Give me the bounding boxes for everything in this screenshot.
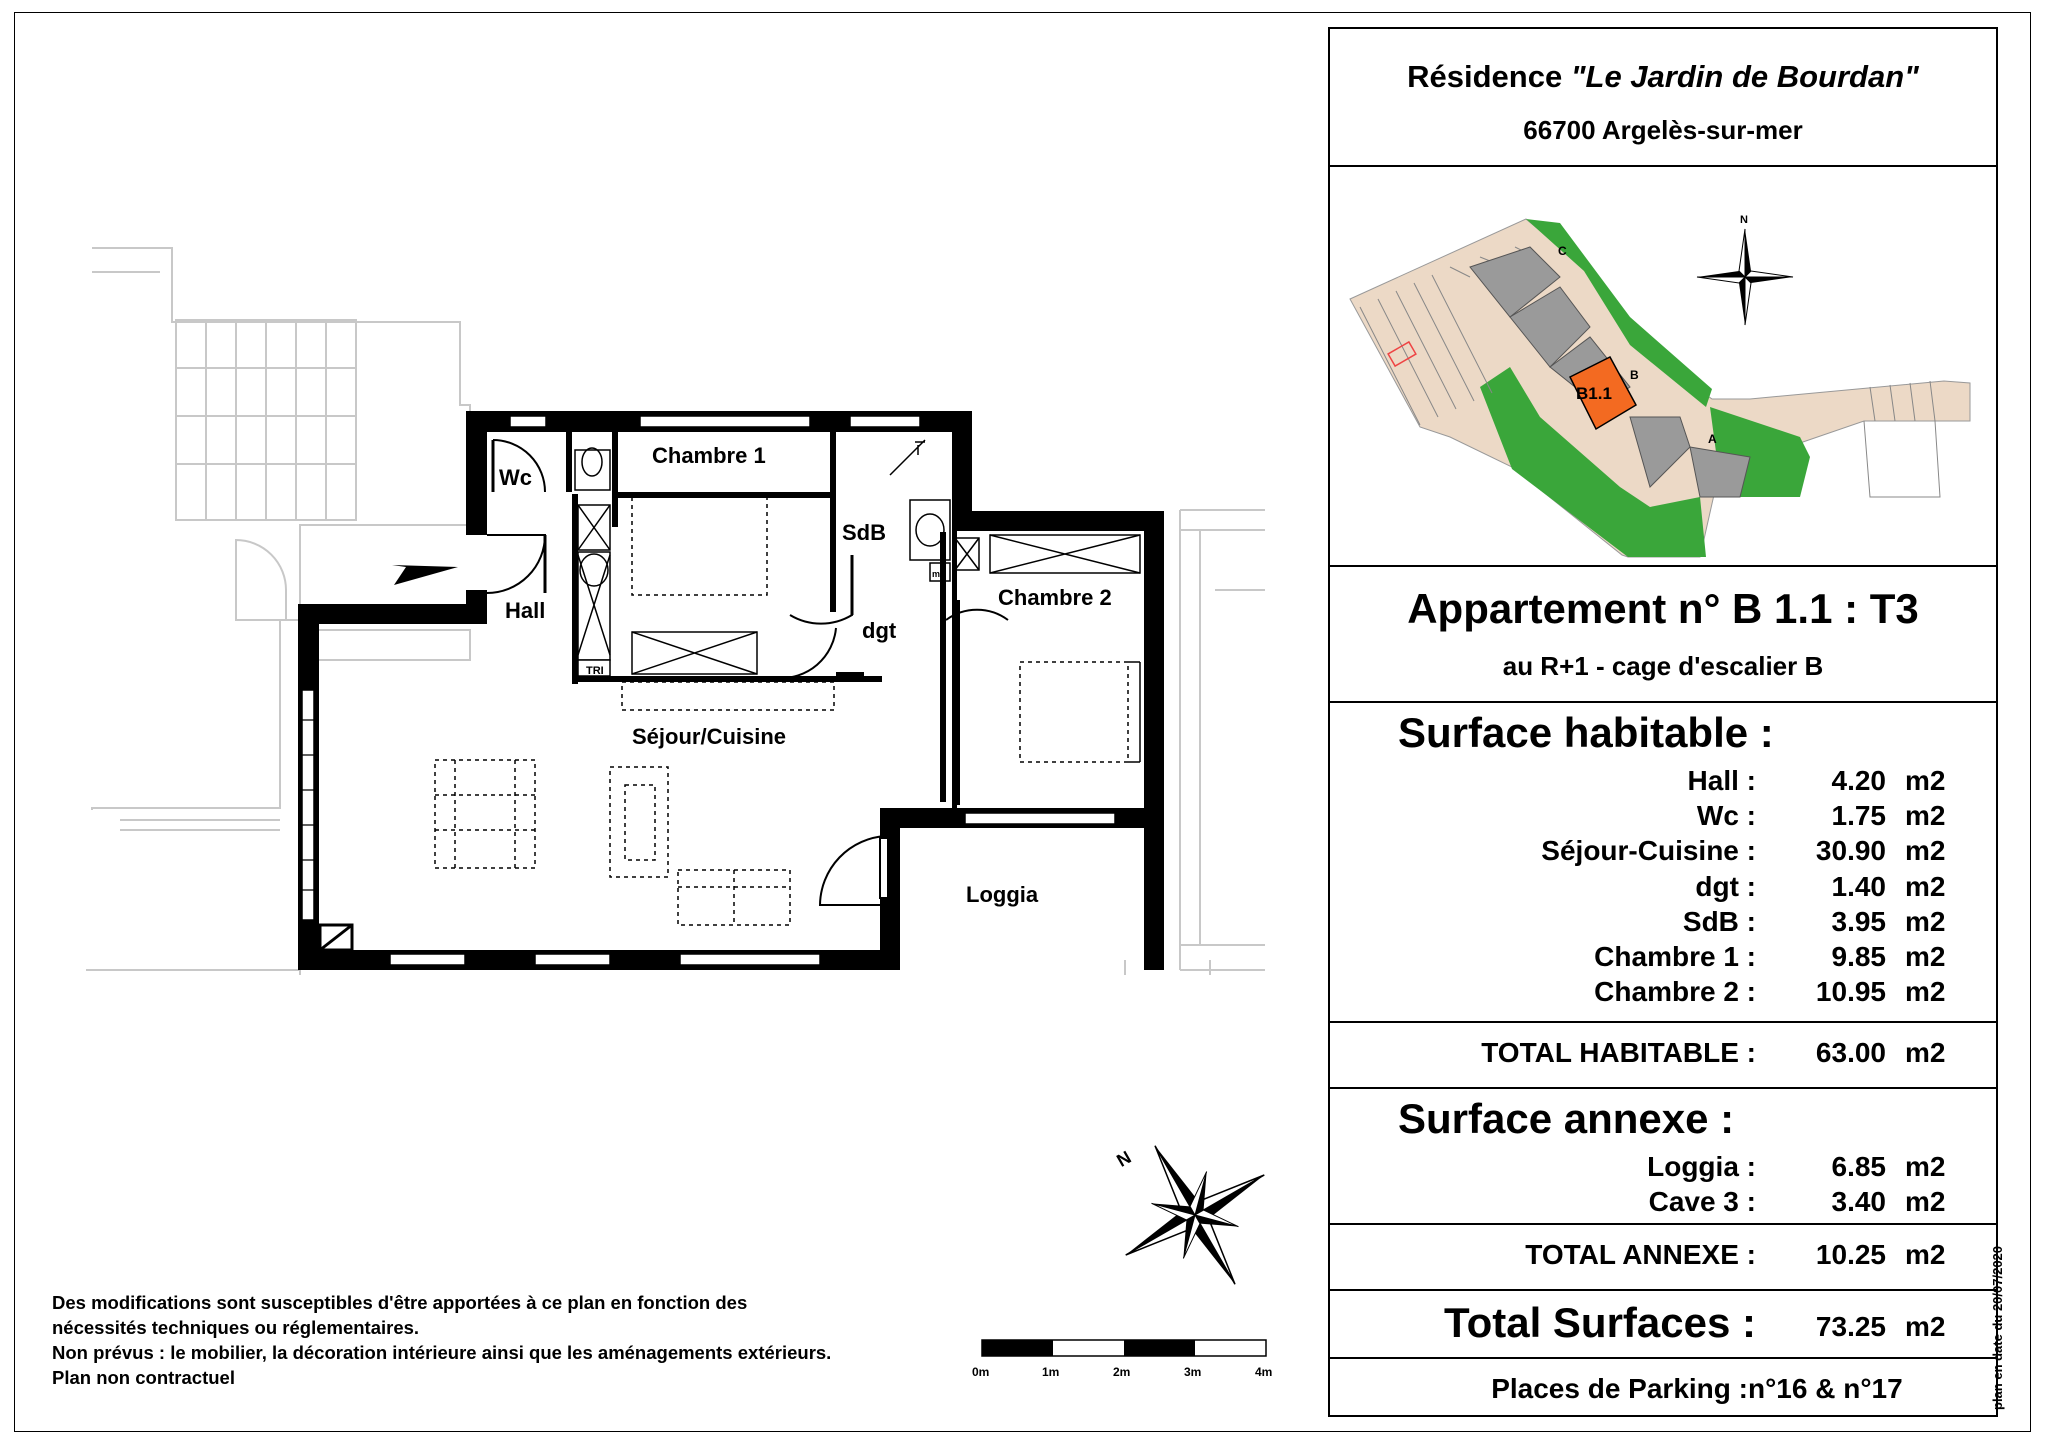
surface-unit: m2	[1905, 800, 1946, 831]
total-surfaces	[1330, 1291, 1996, 1359]
annexe-label: Cave 3 :	[1648, 1186, 1756, 1217]
neighbour-building	[86, 248, 1265, 975]
annexe-label: Loggia :	[1647, 1151, 1756, 1182]
surface-label: Chambre 1 :	[1594, 941, 1756, 972]
residence-prefix: Résidence	[1407, 59, 1571, 94]
surface-row	[1330, 941, 1996, 975]
building-a: A	[1708, 432, 1717, 446]
compass-icon	[1086, 1106, 1305, 1325]
total-surfaces-value: 73.25	[1815, 1311, 1886, 1342]
annexe-value: 3.40	[1831, 1186, 1886, 1217]
surface-habitable-heading: Surface habitable :	[1398, 709, 1774, 756]
disclaimer-line: Plan non contractuel	[52, 1367, 235, 1388]
interior-walls	[566, 432, 960, 805]
room-loggia: Loggia	[966, 882, 1039, 907]
total-annexe-unit: m2	[1905, 1239, 1946, 1270]
surface-value: 1.40	[1831, 871, 1886, 902]
surface-value: 10.95	[1815, 976, 1886, 1007]
surface-row	[1330, 906, 1996, 940]
surface-label: Séjour-Cuisine :	[1541, 835, 1756, 866]
wc-fixtures	[575, 448, 610, 676]
info-panel	[1328, 27, 1998, 1417]
room-chambre2: Chambre 2	[998, 585, 1112, 610]
annexe-unit: m2	[1905, 1186, 1946, 1217]
apartment-title: Appartement n° B 1.1 : T3	[1407, 585, 1919, 632]
surface-value: 9.85	[1831, 941, 1886, 972]
disclaimer-line: nécessités techniques ou réglementaires.	[52, 1317, 420, 1338]
surface-unit: m2	[1905, 941, 1946, 972]
apartment-header	[1330, 567, 1996, 703]
room-chambre1: Chambre 1	[652, 443, 766, 468]
label-ml: mll	[932, 569, 946, 579]
surface-row	[1330, 871, 1996, 905]
site-map	[1330, 167, 1996, 567]
room-sejour: Séjour/Cuisine	[632, 724, 787, 749]
surface-unit: m2	[1905, 835, 1946, 866]
label-tri: TRI	[586, 665, 604, 677]
parking-value: n°16 & n°17	[1748, 1373, 1903, 1404]
total-surfaces-unit: m2	[1905, 1311, 1946, 1342]
residence-name: "Le Jardin de Bourdan"	[1570, 59, 1919, 94]
surface-label: dgt :	[1695, 871, 1756, 902]
total-annexe	[1330, 1225, 1996, 1291]
annexe-row	[1330, 1151, 1996, 1185]
surface-label: SdB :	[1682, 906, 1756, 937]
scale-4: 4m	[1255, 1365, 1273, 1379]
scale-2: 2m	[1113, 1365, 1131, 1379]
surface-label: Chambre 2 :	[1594, 976, 1756, 1007]
scale-1: 1m	[1042, 1365, 1060, 1379]
scale-0: 0m	[972, 1365, 990, 1379]
parking-label: Places de Parking :	[1491, 1373, 1748, 1404]
surface-annexe-heading: Surface annexe :	[1398, 1095, 1735, 1142]
total-annexe-value: 10.25	[1815, 1239, 1886, 1270]
residence-address: 66700 Argelès-sur-mer	[1523, 115, 1803, 145]
surface-unit: m2	[1905, 906, 1946, 937]
total-habitable-unit: m2	[1905, 1037, 1946, 1068]
compass-north-label: N	[1113, 1146, 1135, 1171]
surface-value: 3.95	[1831, 906, 1886, 937]
apartment-subtitle: au R+1 - cage d'escalier B	[1502, 651, 1824, 681]
annexe-unit: m2	[1905, 1151, 1946, 1182]
doors	[487, 440, 1008, 905]
scale-bar	[972, 1340, 1272, 1379]
surface-unit: m2	[1905, 765, 1946, 796]
total-annexe-row	[1330, 1239, 1996, 1273]
surface-label: Hall :	[1687, 765, 1756, 796]
surface-value: 1.75	[1831, 800, 1886, 831]
plan-date: plan en date du 20/07/2020	[1990, 1245, 2005, 1410]
total-habitable-row	[1330, 1037, 1996, 1071]
total-habitable-label: TOTAL HABITABLE :	[1481, 1037, 1756, 1068]
total-annexe-label: TOTAL ANNEXE :	[1525, 1239, 1756, 1270]
residence-title	[1330, 59, 1996, 95]
room-wc: Wc	[499, 465, 532, 490]
site-map-drawing	[1330, 167, 1996, 563]
annexe-value: 6.85	[1831, 1151, 1886, 1182]
total-surfaces-label: Total Surfaces :	[1444, 1299, 1756, 1346]
parking	[1330, 1359, 1996, 1417]
annexe-row	[1330, 1186, 1996, 1220]
surface-row	[1330, 765, 1996, 799]
surface-unit: m2	[1905, 976, 1946, 1007]
surface-row	[1330, 976, 1996, 1010]
total-surfaces-row	[1330, 1299, 1996, 1347]
room-dgt: dgt	[862, 618, 897, 643]
parking-row	[1330, 1373, 1996, 1407]
room-sdb: SdB	[842, 520, 886, 545]
disclaimer	[52, 1290, 912, 1390]
entrance-arrow-icon	[392, 565, 458, 585]
surface-annexe	[1330, 1089, 1996, 1225]
disclaimer-line: Des modifications sont susceptibles d'être apportées à ce plan en fonction des	[52, 1292, 748, 1313]
surface-unit: m2	[1905, 871, 1946, 902]
highlight-label: B1.1	[1576, 384, 1612, 403]
scale-3: 3m	[1184, 1365, 1202, 1379]
total-habitable-value: 63.00	[1815, 1037, 1886, 1068]
building-b: B	[1630, 368, 1639, 382]
disclaimer-line: Non prévus : le mobilier, la décoration intérieure ainsi que les aménagements extérieurs.	[52, 1342, 832, 1363]
room-hall: Hall	[505, 598, 546, 623]
surface-row	[1330, 800, 1996, 834]
surface-value: 4.20	[1831, 765, 1886, 796]
surface-habitable	[1330, 703, 1996, 1023]
total-habitable	[1330, 1023, 1996, 1089]
surface-row	[1330, 835, 1996, 869]
residence-header	[1330, 29, 1996, 167]
building-c: C	[1558, 244, 1567, 258]
surface-value: 30.90	[1815, 835, 1886, 866]
site-north-label: N	[1740, 214, 1748, 226]
site-compass-icon	[1697, 229, 1793, 325]
surface-label: Wc :	[1696, 800, 1756, 831]
